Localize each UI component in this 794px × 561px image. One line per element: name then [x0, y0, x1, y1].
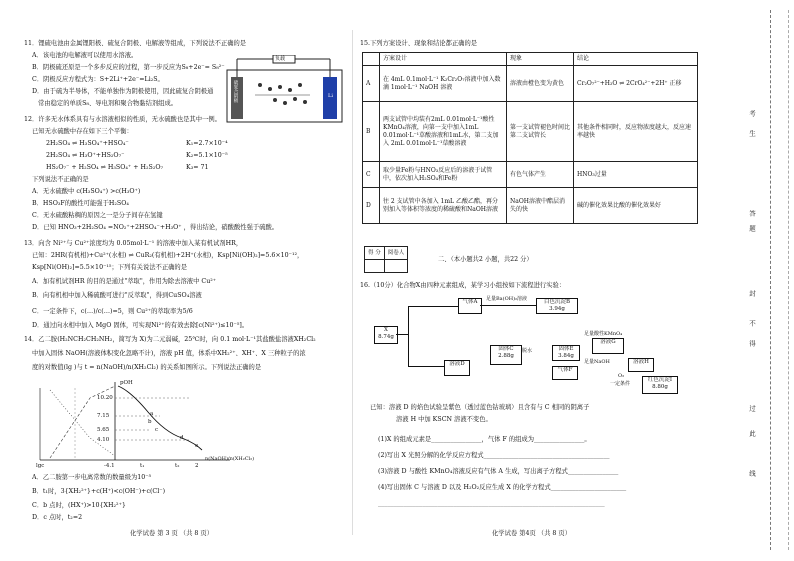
table-row	[363, 102, 698, 162]
edge-label-ba: 足量Ba(OH)₂溶液	[486, 296, 528, 302]
table-row	[363, 66, 698, 102]
edge	[480, 305, 536, 306]
q13-info1: 已知：2HR(有机相)+Cu²⁺(水相) ⇌ CuR₂(有机相)+2H⁺(水相)，Ksp[Ni(OH)₂]=5.6×10⁻¹²，	[32, 252, 304, 259]
table-cell: Cr₂O₇²⁻+H₂O ⇌ 2CrO₄²⁻+2H⁺ 正移	[574, 66, 698, 102]
page-right: 15.下列方案设计、现象和结论都正确的是 方案设计 现象 结论 A 在 4mL 0.1mol·L⁻¹ K₂Cr₂O₇溶液中加入数滴 1mol·L⁻¹ NaOH 溶液 溶液由橙色变为黄色 Cr₂O₇²⁻+H₂O ⇌ 2CrO₄²⁻+2H⁺ 正移 B 两支试管中均装有2mL 0.01mol·L⁻¹酸性 KMnO₄溶液，向第一支中加入1mL 0.01mol·L⁻¹草酸溶液和1mL水，第二支加入 2mL 0.01mol·L⁻¹草酸溶液 第一支试管褪色时间比第二支试管长 其他条件相同时，反应物浓度越大，反应速率越快 C 取少量Fe粉与HNO₃反应后的溶液于试管中，依次加入H₂SO₄和Fe粉 有色气体产生 HNO₃过量 D 往 2 支试管中各加入 1mL 乙酸乙酯，再分别加入等体积等浓度的稀硫酸和NaOH溶液 NaOH溶液中酯层消失的快 碱的催化效果比酸的催化效果好 得 分 阅卷人 二、（本小题共2 小题，共22 分） 16.（10分）化合物X由四种元素组成，某学习小组按如下流程进行实验： X 8.74g 气体A 足量Ba(OH)₂溶液 白色沉淀B 3.94g 溶液D 固体C 2.88g 脱水 固体E 3.84g 气体F 溶液G 足量酸性KMnO₄ 足量NaOH 溶液H O₂ 一定条件 红色沉淀I 8.80g 已知：溶液 D 的焰色试验呈紫色（透过蓝色钴玻璃）且含有与 C 相同的阴离子 溶液 H 中加 KSCN 溶液不变色。 (1)X 的组成元素是________________，气体 F 的组成为________________。 (2)写出 X 光照分解的化学反应方程式________________________________________ (3)溶液 D 与酸性 KMnO₄溶液反应有气体 A 生成，写出离子方程式________________ (4)写出固体 C 与溶液 D 以及 H₂O₂反应生成 X 的化学方程式________________________ ________________________________________________________________________ 化学试卷 第4页 （共 8 页）	[352, 0, 712, 561]
footer-right: 化学试卷 第4页 （共 8 页）	[492, 530, 571, 537]
table-cell: 溶液由橙色变为黄色	[507, 66, 574, 102]
table-header: 现象	[507, 53, 574, 66]
graph-point-c: c	[155, 427, 159, 433]
table-header-row	[363, 53, 698, 66]
q11-option-d2: 常由稳定的单质S₈、导电剂和聚合物黏结剂组成。	[38, 100, 178, 107]
graph-xtick-1: t₁	[140, 463, 145, 469]
score-box	[364, 246, 408, 273]
table-cell: 取少量Fe粉与HNO₃反应后的溶液于试管中，依次加入H₂SO₄和Fe粉	[380, 162, 507, 188]
edge-label-dehyd: 脱水	[522, 348, 533, 354]
edge	[408, 306, 458, 307]
q14-option-a: A．乙二胺第一步电离常数的数量级为10⁻⁵	[32, 474, 152, 481]
edge	[408, 306, 409, 366]
fig-li-label: Li	[328, 93, 333, 99]
section-2-title: 二、（本小题共2 小题，共22 分）	[438, 256, 533, 263]
q14-line2: 中加入固体 NaOH(溶液体积变化忽略不计)，溶液 pH 值，体系中XH₂²⁺、XH⁺、X 三种粒子的浓	[32, 350, 306, 357]
table-cell: B	[363, 102, 380, 162]
q14-option-b: B．t₁时，3{XH₂²⁺}+c(H⁺)<c(OH⁻)+c(Cl⁻)	[32, 488, 166, 495]
q13-info2: Ksp[Ni(OH)₂]=5.5×10⁻¹⁵；下列有关说法不正确的是	[32, 264, 188, 271]
binder-label: 题	[748, 225, 756, 232]
q12-k1: K₁=2.7×10⁻⁴	[186, 140, 228, 147]
node-solid-e: 固体E 3.84g	[552, 345, 580, 361]
q16-stem: 16.（10分）化合物X由四种元素组成，某学习小组按如下流程进行实验：	[360, 282, 566, 289]
q12-ask: 下列说法不正确的是	[32, 176, 89, 183]
q12-eq1: 2H₂SO₄ ⇌ H₃SO₄⁺+HSO₄⁻	[46, 140, 129, 147]
binder-label: 此	[748, 430, 756, 437]
q12-option-a: A．无水硫酸中 c(H₃SO₄⁺) >c(H₃O⁺)	[32, 188, 141, 195]
q11-option-a: A．该电池的电解液可以使用水溶液。	[32, 52, 138, 59]
q12-intro: 已知无水硫酸中存在如下三个平衡：	[32, 128, 133, 135]
edge	[408, 366, 444, 367]
fig-cathode-label: 硫复合阴极	[233, 80, 238, 103]
node-sol-d: 溶液D	[444, 360, 470, 376]
node-gas-a: 气体A	[458, 298, 482, 314]
page-left	[0, 0, 352, 561]
q14-line3: 度的对数值(lg )与 t = n(NaOH)/n(XH₂Cl₂) 的关系如图所示。下列说法正确的是	[32, 364, 262, 371]
node-red-i: 红色沉淀I 8.80g	[642, 376, 678, 394]
graph-ytick-3: 5.65	[97, 427, 110, 433]
q13-option-b: B．向有机相中加入稀硫酸可进行"反萃取"，得到CuSO₄溶液	[32, 292, 202, 299]
table-cell: NaOH溶液中酯层消失的快	[507, 188, 574, 224]
graph-xlabel: n(NaOH)/n(XH₂Cl₂)	[205, 456, 255, 462]
q13-option-d: D．通过向水相中加入 MgO 固体，可实现Ni²⁺的有效去除[c(Ni²⁺)≤10⁻⁵]。	[32, 322, 249, 329]
footer-left: 化学试卷 第 3 页 （共 8 页）	[130, 530, 213, 537]
graph-ytick-1: 10.20	[97, 395, 113, 401]
edge-label-kmno: 足量酸性KMnO₄	[584, 331, 623, 337]
graph-point-a: a	[150, 411, 154, 417]
table-cell: C	[363, 162, 380, 188]
binder-label: 过	[748, 405, 756, 412]
grader-label: 阅卷人	[384, 247, 408, 260]
node-gas-f: 气体F	[552, 366, 578, 380]
graph-xtick-3: 2	[195, 463, 199, 469]
q13-option-a: A．加有机试剂HR 的目的是通过"萃取"，作用为除去溶液中 Cu²⁺	[32, 278, 217, 285]
binder-label: 考	[748, 110, 756, 117]
node-sol-h: 溶液H	[628, 358, 654, 372]
table-cell: A	[363, 66, 380, 102]
table-header	[363, 53, 380, 66]
q11-option-b: B．阴极硫还原是一个多步反应的过程，第一步反应为S₈+2e⁻= S₈²⁻	[32, 64, 225, 71]
q11-stem: 11．锂硫电池由金属锂阳极、硫复合阴极、电解液等组成，下列说法不正确的是	[24, 40, 247, 47]
q16-sub1: (1)X 的组成元素是________________，气体 F 的组成为________________。	[378, 436, 591, 443]
edge-label-o2: O₂	[618, 373, 625, 379]
q14-option-d: D．c 点时，t₂=2	[32, 514, 83, 521]
node-sol-g: 溶液G	[592, 338, 624, 354]
table-row	[363, 188, 698, 224]
binder-label: 答	[748, 210, 756, 217]
table-header: 结论	[574, 53, 698, 66]
fig-load-label: 负载	[275, 56, 286, 62]
binder-label: 生	[748, 130, 756, 137]
q16-info2: 溶液 H 中加 KSCN 溶液不变色。	[396, 416, 492, 423]
binding-line	[770, 10, 771, 550]
graph-xtick-2: t₂	[175, 463, 180, 469]
q12-k3: K₃= 71	[186, 164, 209, 171]
q15-table	[362, 52, 698, 224]
q12-option-d: D．已知 HNO₃+2H₂SO₄ =NO₂⁺+2HSO₄⁻+H₃O⁺ ，得出结论，硝酸酸性强于硫酸。	[32, 224, 279, 231]
binder-label: 封	[748, 290, 756, 297]
q16-sub2: (2)写出 X 光照分解的化学反应方程式________________________________________	[378, 452, 610, 459]
q13-stem: 13．向含 Ni²⁺与 Cu²⁺浓度均为 0.05mol·L⁻¹ 的溶液中加入某有机试剂HR，	[24, 240, 243, 247]
graph-lgc-label: lgc	[36, 463, 45, 469]
q11-option-c: C．阴极反应方程式为：S+2Li⁺+2e⁻=Li₂S。	[32, 76, 164, 83]
edge-label-naoh: 足量NaOH	[584, 359, 610, 365]
q13-option-c: C．一定条件下，c(…)/c(…)=5，则 Cu²⁺的萃取率为5/6	[32, 308, 193, 315]
q14-stem: 14．乙二胺(H₂NCH₂CH₂NH₂，简写为 X)为二元弱碱，25℃时，向 0.1 mol·L⁻¹其盐酸盐溶液XH₂Cl₂	[24, 336, 316, 343]
q15-stem: 15.下列方案设计、现象和结论都正确的是	[360, 40, 478, 47]
table-cell: D	[363, 188, 380, 224]
node-solid-c: 固体C 2.88g	[490, 345, 522, 365]
table-cell: HNO₃过量	[574, 162, 698, 188]
table-cell: 往 2 支试管中各加入 1mL 乙酸乙酯，再分别加入等体积等浓度的稀硫酸和NaOH溶液	[380, 188, 507, 224]
graph-ytick-4: 4.10	[97, 437, 110, 443]
q12-stem: 12．许多无水体系具有与水溶液相似的性质，无水硫酸也是其中一例。	[24, 116, 221, 123]
table-cell: 两支试管中均装有2mL 0.01mol·L⁻¹酸性 KMnO₄溶液，向第一支中加入1mL 0.01mol·L⁻¹草酸溶液和1mL水，第二支加入 2mL 0.01mol·L⁻¹草酸溶液	[380, 102, 507, 162]
node-x: X 8.74g	[374, 326, 398, 344]
q12-option-b: B．HSO₃F的酸性可能强于H₂SO₄	[32, 200, 129, 207]
q16-info1: 已知：溶液 D 的焰色试验呈紫色（透过蓝色钴玻璃）且含有与 C 相同的阴离子	[370, 404, 590, 411]
graph-point-d: d	[180, 435, 184, 441]
edge-label-cond: 一定条件	[610, 381, 631, 387]
q12-option-c: C．无水硫酸粘稠的原因之一是分子间存在氢键	[32, 212, 163, 219]
q12-k2: K₂=5.1×10⁻⁵	[186, 152, 228, 159]
graph-point-b: b	[148, 419, 152, 425]
binder-label: 不	[748, 320, 756, 327]
table-cell: 碱的催化效果比酸的催化效果好	[574, 188, 698, 224]
q12-eq2: 2H₂SO₄ ⇌ H₃O⁺+HS₂O₇⁻	[46, 152, 125, 159]
graph-point-e: e	[195, 443, 199, 449]
graph-x-value: -4.1	[104, 463, 115, 469]
q14-option-c: C．b 点时，(HX⁺)>10{XH₂²⁺}	[32, 502, 126, 509]
graph-ytick-2: 7.15	[97, 413, 110, 419]
graph-ylabel: pOH	[120, 380, 133, 386]
binder-label: 线	[748, 470, 756, 477]
q16-sub3: (3)溶液 D 与酸性 KMnO₄溶液反应有气体 A 生成，写出离子方程式________________	[378, 468, 619, 475]
q12-eq3: HS₂O₇⁻ + H₂SO₄ ⇌ H₃SO₄⁺ + H₂S₂O₇	[46, 164, 164, 171]
table-header: 方案设计	[380, 53, 507, 66]
binding-line-outer	[788, 10, 789, 550]
node-white-b: 白色沉淀B 3.94g	[536, 298, 578, 314]
table-cell: 其他条件相同时，反应物浓度越大，反应速率越快	[574, 102, 698, 162]
table-row	[363, 162, 698, 188]
battery-figure	[225, 55, 345, 125]
binder-label: 得	[748, 340, 756, 347]
q16-sub4: (4)写出固体 C 与溶液 D 以及 H₂O₂反应生成 X 的化学方程式________________________	[378, 484, 627, 491]
table-cell: 有色气体产生	[507, 162, 574, 188]
q11-option-d: D．由于硫为半导体，不能单独作为阴极使用，因此硫复合阴极通	[32, 88, 214, 95]
table-cell: 第一支试管褪色时间比第二支试管长	[507, 102, 574, 162]
edge	[396, 334, 408, 335]
table-cell: 在 4mL 0.1mol·L⁻¹ K₂Cr₂O₇溶液中加入数滴 1mol·L⁻¹ NaOH 溶液	[380, 66, 507, 102]
score-label: 得 分	[365, 247, 385, 260]
